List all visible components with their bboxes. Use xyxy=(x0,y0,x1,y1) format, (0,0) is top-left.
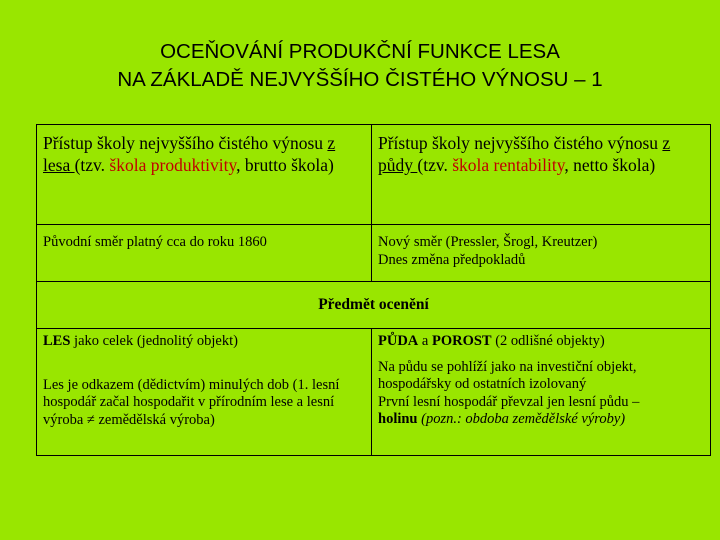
right-subject-rest: (2 odlišné objekty) xyxy=(491,333,605,349)
left-subject-line-1 xyxy=(43,333,365,351)
left-subject-bold: LES xyxy=(43,333,71,349)
subject-heading-cell xyxy=(37,282,711,329)
right-direction-cell xyxy=(372,225,711,282)
slide-title xyxy=(0,38,720,94)
left-direction-text: Původní směr platný cca do roku 1860 xyxy=(43,234,267,250)
right-subject-cell xyxy=(372,329,711,456)
right-subject-bold-1: PŮDA xyxy=(378,333,419,349)
left-direction-cell xyxy=(37,225,372,282)
header-row xyxy=(37,125,711,225)
right-direction-line-1: Nový směr (Pressler, Šrogl, Kreutzer) xyxy=(378,234,598,250)
direction-row xyxy=(37,225,711,282)
right-subject-line-4 xyxy=(378,411,704,429)
right-direction-line-2: Dnes změna předpokladů xyxy=(378,252,526,268)
right-subject-mid: a xyxy=(418,333,432,349)
right-header-cell xyxy=(372,125,711,225)
right-subject-line-1 xyxy=(378,333,704,351)
left-header-text-3: , brutto škola) xyxy=(236,155,334,175)
title-line-2: NA ZÁKLADĚ NEJVYŠŠÍHO ČISTÉHO VÝNOSU – 1 xyxy=(117,68,603,91)
right-header-text-2: (tzv. xyxy=(417,155,453,175)
left-header-red: škola produktivity xyxy=(109,155,237,175)
right-subject-bold-3: holinu xyxy=(378,411,418,427)
right-header-text-3: , netto škola) xyxy=(564,155,656,175)
left-header-underlined: z lesa xyxy=(43,133,336,175)
left-header-text-1: Přístup školy nejvyššího čistého výnosu xyxy=(43,133,328,153)
left-header-text-2: (tzv. xyxy=(74,155,110,175)
title-line-1: OCEŇOVÁNÍ PRODUKČNÍ FUNKCE LESA xyxy=(160,40,560,63)
left-subject-cell xyxy=(37,329,372,456)
right-subject-italic: (pozn.: obdoba zemědělské výroby) xyxy=(417,411,626,427)
right-header-red: škola rentability xyxy=(452,155,565,175)
left-header-cell xyxy=(37,125,372,225)
left-subject-rest: jako celek (jednolitý objekt) xyxy=(70,333,238,349)
subject-row xyxy=(37,329,711,456)
right-subject-line-2: Na půdu se pohlíží jako na investiční objekt, hospodářsky od ostatních izolovaný xyxy=(378,358,637,392)
comparison-table xyxy=(36,124,711,456)
right-subject-line-3: První lesní hospodář převzal jen lesní půdu – xyxy=(378,393,640,410)
subject-heading: Předmět ocenění xyxy=(318,296,429,313)
right-header-underlined: z půdy xyxy=(378,133,671,175)
left-subject-paragraph: Les je odkazem (dědictvím) minulých dob (1. lesní hospodář začal hospodařit v přírodním lese a lesní výroba ≠ zemědělská výroba) xyxy=(43,376,340,428)
right-subject-bold-2: POROST xyxy=(431,333,492,349)
right-header-text-1: Přístup školy nejvyššího čistého výnosu xyxy=(378,133,663,153)
subject-heading-row xyxy=(37,282,711,329)
